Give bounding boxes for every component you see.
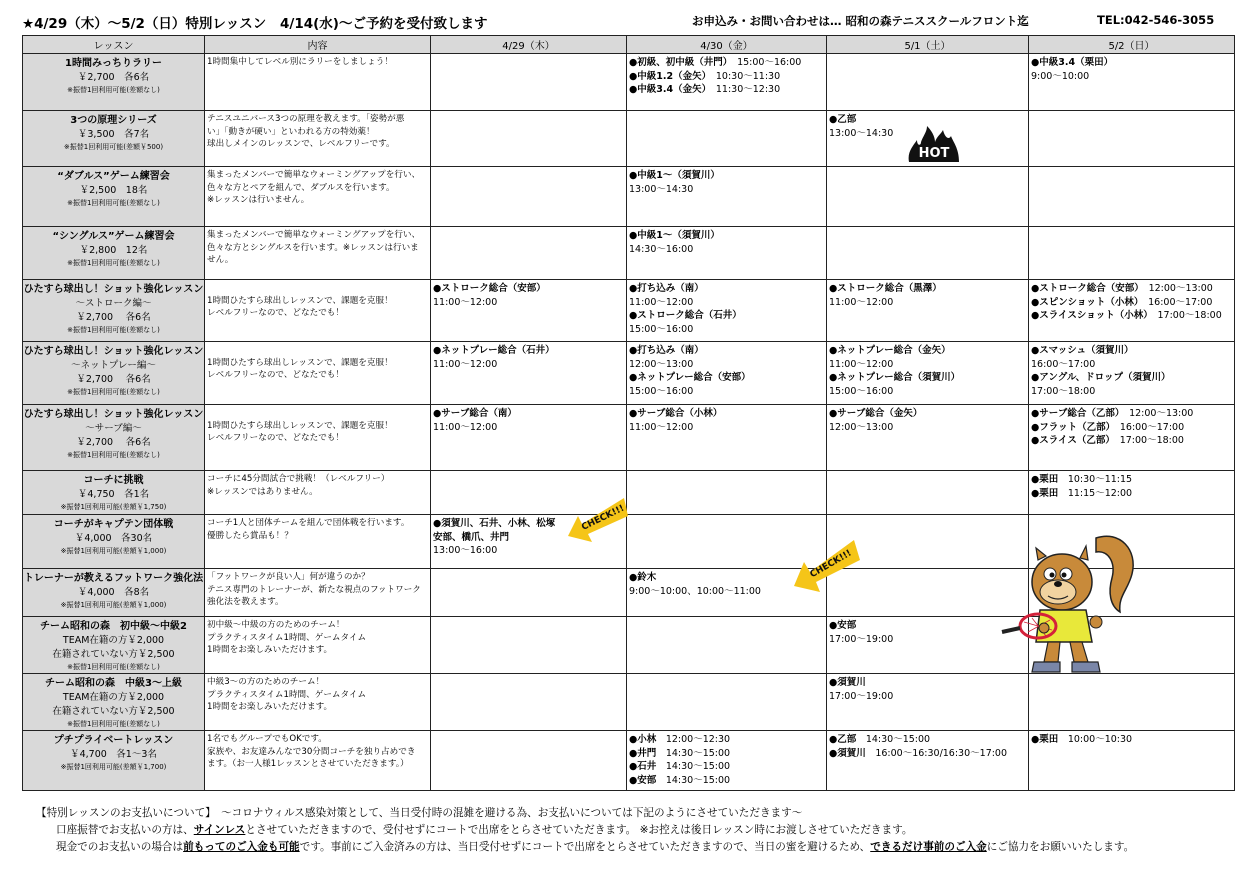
description-line: レベルフリーなので、どなたでも！: [207, 308, 344, 318]
entry-time: 15:00〜16:00: [829, 385, 894, 397]
schedule-entry: [1031, 282, 1232, 296]
entry-time: 15:00〜16:00: [629, 385, 694, 397]
lesson-description-cell: [205, 280, 431, 342]
lesson-transfer-note: ※振替1回利用可能(差額なし): [67, 720, 160, 728]
lesson-detail: TEAM在籍の方￥2,000: [62, 692, 165, 703]
entry-label: ●須賀川: [829, 747, 866, 759]
lesson-transfer-note: ※振替1回利用可能(差額￥1,750): [60, 503, 167, 511]
lesson-cell: [23, 280, 205, 342]
description-line: 1時間ひたすら球出しレッスンで、課題を克服！: [207, 420, 393, 431]
schedule-slot-cell: [827, 342, 1029, 405]
entry-time: 12:00〜13:00: [1129, 408, 1194, 419]
entry-label: ●中級3.4（金矢）: [629, 84, 707, 95]
entry-time: 9:00〜10:00、10:00〜11:00: [629, 585, 761, 597]
entry-time: 11:00〜12:00: [433, 358, 498, 370]
schedule-slot-cell: [1029, 342, 1235, 405]
schedule-slot-cell: [827, 167, 1029, 227]
lesson-transfer-note: ※振替1回利用可能(差額￥1,000): [60, 601, 167, 609]
entry-time: 16:00〜17:00: [1031, 358, 1096, 370]
schedule-slot-cell: [827, 731, 1029, 791]
lesson-detail: TEAM在籍の方￥2,000: [62, 635, 165, 646]
signless-emphasis: サインレス: [193, 824, 246, 836]
description-line: い」「動きが硬い」といわれる方の特効薬！: [207, 126, 375, 137]
schedule-entry: [629, 56, 824, 70]
payment-notice-bank-transfer: 口座振替でお支払いの方は、サインレスとさせていただきますので、受付せずにコートで出席をとらさせていただきます。 ※お控えは後日レッスン時にお渡しさせていただきます。: [56, 824, 913, 836]
check-label: CHECK!!!: [580, 503, 627, 533]
entry-label: ●スライスショット（小林）: [1031, 310, 1148, 321]
lesson-name: “ダブルス”ゲーム練習会: [57, 171, 170, 182]
lesson-transfer-note: ※振替1回利用可能(差額￥500): [63, 143, 164, 151]
payment-notice-cash: 現金でのお支払いの場合は前もってのご入金も可能です。事前にご入金済みの方は、当日受付せずにコートで出席をとらさせていただきますので、当日の蜜を避けるため、できるだけ事前のご入金にご協力をお願いいたします。: [56, 841, 1135, 853]
entry-label: ●小林: [629, 734, 657, 745]
description-line: 1時間集中してレベル別にラリーをしましょう！: [207, 57, 393, 67]
lesson-cell: [23, 569, 205, 617]
lesson-detail: ￥4,000 各30名: [74, 533, 153, 544]
entry-time: 14:30〜15:00: [665, 761, 731, 772]
lesson-detail: ￥4,750 各1名: [77, 489, 150, 500]
entry-label: ●ストローク総合（黒澤）: [829, 283, 942, 294]
advance-payment-request-emphasis: できるだけ事前のご入金: [870, 841, 987, 853]
lesson-detail: 〜ネットプレー編〜: [71, 360, 156, 371]
lesson-cell: [23, 54, 205, 111]
entry-label: ●ストローク総合（安部）: [433, 283, 546, 294]
lesson-cell: [23, 617, 205, 674]
entry-time: 10:30〜11:30: [715, 70, 781, 82]
page-header: [22, 12, 1237, 32]
entry-time: 11:00〜12:00: [629, 421, 694, 433]
entry-label: ●サーブ総合（小林）: [629, 408, 723, 419]
description-line: 初中級〜中級の方のためのチーム！: [207, 620, 345, 630]
schedule-entry: [829, 733, 1026, 747]
description-line: 集まったメンバーで簡単なウォーミングアップを行い、: [207, 170, 421, 180]
lesson-name: チーム昭和の森 初中級〜中級2: [40, 621, 187, 632]
schedule-slot-cell: [827, 280, 1029, 342]
entry-label: ●サーブ総合（乙部）: [1031, 408, 1120, 419]
schedule-entry: [1031, 487, 1232, 501]
entry-time: 12:00〜12:30: [665, 734, 731, 745]
schedule-slot-cell: [431, 54, 627, 111]
entry-time: 17:00〜19:00: [829, 690, 894, 702]
payment-notice-title: 【特別レッスンのお支払いについて】 〜コロナウィルス感染対策として、当日受付時の混雑を避ける為、お支払いについては下記のようにさせていただきます〜: [36, 807, 803, 819]
entry-time: 11:00〜12:00: [829, 296, 894, 308]
lesson-transfer-note: ※振替1回利用可能(差額なし): [67, 326, 160, 334]
entry-time: 14:30〜16:00: [629, 243, 694, 255]
entry-time: 16:00〜17:00: [1119, 421, 1185, 433]
schedule-slot-cell: [431, 569, 627, 617]
check-label: CHECK!!!: [808, 548, 854, 581]
schedule-entry: [629, 760, 824, 774]
entry-label: 安部、橋爪、井門: [433, 531, 510, 543]
entry-time: 11:00〜12:00: [829, 358, 894, 370]
entry-time: 9:00〜10:00: [1031, 70, 1090, 82]
lesson-detail: ￥2,500 18名: [79, 185, 148, 196]
description-line: 集まったメンバーで簡単なウォーミングアップを行い、: [207, 230, 421, 240]
table-row: [23, 280, 1235, 342]
schedule-slot-cell: [431, 111, 627, 167]
lesson-name: 3つの原理シリーズ: [70, 115, 157, 126]
description-line: ※レッスンではありません。: [207, 486, 318, 497]
lesson-description-cell: [205, 111, 431, 167]
entry-time: 11:00〜12:00: [433, 421, 498, 433]
schedule-slot-cell: [431, 167, 627, 227]
entry-label: ●須賀川、石井、小林、松塚: [433, 518, 556, 529]
entry-label: ●打ち込み（南）: [629, 345, 704, 356]
schedule-slot-cell: [627, 342, 827, 405]
description-line: コーチに45分間試合で挑戦！（レベルフリー）: [207, 474, 390, 484]
lesson-name: プチプライベートレッスン: [53, 735, 174, 746]
description-line: せん。: [207, 255, 234, 265]
reservation-notice: 4/14(水)〜ご予約を受付致します: [280, 16, 488, 32]
entry-time: 13:00〜14:30: [629, 183, 694, 195]
column-header: 4/30（金）: [627, 36, 827, 54]
entry-label: ●石井: [629, 761, 657, 772]
entry-label: ●安部: [629, 774, 657, 786]
entry-label: ●中級1.2（金矢）: [629, 70, 707, 82]
schedule-entry: [1031, 473, 1232, 487]
lesson-description-cell: [205, 731, 431, 791]
description-line: テニスユニバース3つの原理を教えます。「姿勢が悪: [207, 114, 405, 124]
lesson-cell: [23, 674, 205, 731]
schedule-entry: [1031, 309, 1232, 323]
lesson-description-cell: [205, 674, 431, 731]
lesson-transfer-note: ※振替1回利用可能(差額なし): [67, 663, 160, 671]
lesson-transfer-note: ※振替1回利用可能(差額なし): [67, 259, 160, 267]
entry-label: ●ストローク総合（安部）: [1031, 283, 1140, 294]
schedule-slot-cell: [627, 227, 827, 280]
entry-label: ●ネットプレー総合（石井）: [433, 345, 555, 356]
entry-time: 10:00〜10:30: [1067, 734, 1133, 745]
lesson-cell: [23, 111, 205, 167]
description-line: 1時間ひたすら球出しレッスンで、課題を克服！: [207, 357, 393, 368]
schedule-slot-cell: [1029, 280, 1235, 342]
entry-time: 12:00〜13:00: [829, 421, 894, 433]
column-header: レッスン: [23, 36, 205, 54]
schedule-slot-cell: [1029, 674, 1235, 731]
schedule-entry: [1031, 421, 1232, 435]
lesson-detail: 〜サーブ編〜: [85, 423, 142, 434]
entry-time: 10:30〜11:15: [1067, 474, 1133, 485]
lesson-detail: 〜ストローク編〜: [75, 298, 152, 309]
event-title: ★4/29（木）〜5/2（日）特別レッスン: [22, 16, 267, 32]
lesson-name: “シングルス”ゲーム練習会: [52, 231, 175, 242]
entry-label: ●サーブ総合（南）: [433, 408, 517, 419]
contact-info: お申込み・お問い合わせは… 昭和の森テニススクールフロント迄: [692, 14, 1029, 28]
schedule-slot-cell: [627, 111, 827, 167]
entry-label: ●初級、初中級（井門）: [629, 57, 728, 68]
entry-label: ●須賀川: [829, 677, 866, 688]
lesson-detail: 在籍されていない方￥2,500: [52, 706, 175, 717]
description-line: ます。（お一人様1レッスンとさせていただきます。）: [207, 759, 409, 769]
lesson-detail: ￥2,700 各6名: [76, 437, 151, 448]
description-line: [207, 344, 428, 357]
description-line: 1名でもグループでもOKです。: [207, 734, 327, 744]
entry-time: 11:00〜12:00: [629, 296, 694, 308]
schedule-slot-cell: [1029, 731, 1235, 791]
description-line: レベルフリーなので、どなたでも！: [207, 433, 344, 443]
table-row: [23, 405, 1235, 471]
schedule-slot-cell: [627, 280, 827, 342]
entry-time: 12:00〜13:00: [1148, 283, 1213, 294]
description-line: 色々な方とペアを組んで、ダブルスを行います。: [207, 182, 395, 193]
entry-label: ●鈴木: [629, 572, 657, 583]
schedule-slot-cell: [431, 617, 627, 674]
lesson-detail: ￥3,500 各7名: [77, 129, 150, 140]
lesson-description-cell: [205, 471, 431, 515]
entry-time: 11:30〜12:30: [715, 84, 781, 95]
schedule-slot-cell: [431, 674, 627, 731]
schedule-entry: [629, 70, 824, 84]
schedule-slot-cell: [431, 731, 627, 791]
lesson-description-cell: [205, 342, 431, 405]
description-line: プラクティスタイム1時間、ゲームタイム: [207, 632, 367, 643]
lesson-transfer-note: ※振替1回利用可能(差額なし): [67, 388, 160, 396]
table-row: [23, 342, 1235, 405]
entry-label: ●乙部: [829, 114, 857, 125]
schedule-slot-cell: [827, 405, 1029, 471]
schedule-slot-cell: [627, 731, 827, 791]
lesson-name: ひたすら球出し！ショット強化レッスン: [23, 284, 204, 295]
schedule-slot-cell: [627, 405, 827, 471]
lesson-name: ひたすら球出し！ショット強化レッスン: [23, 409, 204, 420]
entry-label: ●ネットプレー総合（金矢）: [829, 345, 951, 356]
table-row: [23, 674, 1235, 731]
schedule-slot-cell: [627, 54, 827, 111]
entry-label: ●アングル、ドロップ（須賀川）: [1031, 372, 1171, 383]
entry-label: ●井門: [629, 747, 657, 759]
entry-label: ●打ち込み（南）: [629, 283, 704, 294]
entry-time: 13:00〜14:30: [829, 127, 894, 139]
lesson-transfer-note: ※振替1回利用可能(差額なし): [67, 199, 160, 207]
lesson-transfer-note: ※振替1回利用可能(差額なし): [67, 451, 160, 459]
schedule-slot-cell: [827, 54, 1029, 111]
entry-label: ●栗田: [1031, 734, 1059, 745]
entry-label: ●スライス（乙部）: [1031, 435, 1111, 446]
description-line: 「フットワークが良い人」何が違うのか？: [207, 572, 370, 582]
schedule-entry: [629, 733, 824, 747]
column-header: 内容: [205, 36, 431, 54]
description-line: 中級3〜の方のためのチーム！: [207, 677, 325, 687]
schedule-entry: [1031, 434, 1232, 448]
entry-label: ●栗田: [1031, 487, 1059, 499]
entry-label: ●中級1〜（須賀川）: [629, 230, 720, 241]
column-header: 5/2（日）: [1029, 36, 1235, 54]
entry-label: ●フラット（乙部）: [1031, 421, 1111, 433]
squirrel-tennis-mascot-icon: [1000, 530, 1140, 682]
schedule-slot-cell: [431, 227, 627, 280]
description-line: ※レッスンは行いません。: [207, 195, 310, 205]
entry-time: 17:00〜18:00: [1119, 435, 1184, 446]
lesson-detail: ￥2,700 各6名: [76, 312, 151, 323]
schedule-slot-cell: [1029, 471, 1235, 515]
schedule-entry: [629, 774, 824, 788]
table-row: [23, 111, 1235, 167]
entry-time: 16:00〜16:30/16:30〜17:00: [875, 747, 1008, 759]
schedule-slot-cell: [1029, 167, 1235, 227]
lesson-name: コーチに挑戦: [83, 475, 144, 486]
description-line: 1時間をお楽しみいただけます。: [207, 702, 333, 712]
schedule-slot-cell: [1029, 227, 1235, 280]
description-line: 色々な方とシングルスを行います。※レッスンは行いま: [207, 242, 419, 253]
entry-label: ●ネットプレー総合（須賀川）: [829, 372, 961, 383]
lesson-cell: [23, 731, 205, 791]
entry-label: ●安部: [829, 620, 857, 631]
lesson-cell: [23, 342, 205, 405]
description-line: 優勝したら賞品も！？: [207, 530, 293, 541]
hot-flame-icon: [905, 126, 963, 164]
schedule-slot-cell: [827, 471, 1029, 515]
schedule-slot-cell: [1029, 405, 1235, 471]
table-row: [23, 227, 1235, 280]
lesson-description-cell: [205, 405, 431, 471]
lesson-name: ひたすら球出し！ショット強化レッスン: [23, 346, 204, 357]
entry-label: ●中級3.4（栗田）: [1031, 57, 1114, 68]
entry-time: 14:30〜15:00: [665, 774, 731, 786]
lesson-detail: 在籍されていない方￥2,500: [52, 649, 175, 660]
lesson-name: 1時間みっちりラリー: [65, 58, 162, 69]
entry-label: ●ストローク総合（石井）: [629, 310, 742, 321]
description-line: 強化法を教えます。: [207, 597, 284, 607]
lesson-description-cell: [205, 515, 431, 569]
entry-time: 15:00〜16:00: [737, 57, 802, 68]
advance-payment-emphasis: 前もってのご入金も可能: [183, 841, 300, 853]
description-line: プラクティスタイム1時間、ゲームタイム: [207, 689, 367, 700]
column-header: 5/1（土）: [827, 36, 1029, 54]
entry-time: 17:00〜18:00: [1157, 310, 1222, 321]
lesson-detail: ￥2,700 各6名: [77, 72, 150, 83]
payment-notice: [36, 805, 1236, 856]
entry-label: ●スマッシュ（須賀川）: [1031, 345, 1134, 356]
entry-time: 14:30〜15:00: [665, 747, 731, 759]
check-arrow-icon: [566, 496, 630, 544]
schedule-entry: [1031, 296, 1232, 310]
schedule-slot-cell: [431, 342, 627, 405]
lesson-detail: ￥4,700 各1〜3名: [70, 749, 157, 760]
schedule-entry: [1031, 733, 1232, 747]
description-line: [207, 407, 428, 420]
schedule-slot-cell: [627, 674, 827, 731]
lesson-description-cell: [205, 617, 431, 674]
description-line: 球出しメインのレッスンで、レベルフリーです。: [207, 139, 395, 149]
schedule-slot-cell: [827, 227, 1029, 280]
lesson-name: チーム昭和の森 中級3〜上級: [45, 678, 182, 689]
lesson-description-cell: [205, 569, 431, 617]
lesson-transfer-note: ※振替1回利用可能(差額なし): [67, 86, 160, 94]
schedule-entry: [629, 747, 824, 761]
lesson-cell: [23, 227, 205, 280]
schedule-slot-cell: [827, 674, 1029, 731]
description-line: コーチ1人と団体チームを組んで団体戦を行います。: [207, 518, 410, 528]
description-line: レベルフリーなので、どなたでも！: [207, 370, 344, 380]
entry-time: 17:00〜19:00: [829, 633, 894, 645]
lesson-detail: ￥2,800 12名: [79, 245, 148, 256]
table-row: [23, 731, 1235, 791]
lesson-name: トレーナーが教えるフットワーク強化法: [23, 573, 204, 584]
description-line: 1時間をお楽しみいただけます。: [207, 645, 333, 655]
schedule-entry: [629, 83, 824, 97]
table-row: [23, 54, 1235, 111]
check-arrow-icon: [792, 538, 862, 594]
schedule-slot-cell: [627, 471, 827, 515]
description-line: [207, 282, 428, 295]
lesson-description-cell: [205, 167, 431, 227]
entry-time: 13:00〜16:00: [433, 545, 498, 556]
entry-time: 11:15〜12:00: [1067, 487, 1133, 499]
lesson-cell: [23, 167, 205, 227]
entry-time: 17:00〜18:00: [1031, 385, 1096, 397]
phone-number: TEL:042-546-3055: [1097, 13, 1215, 27]
table-row: [23, 167, 1235, 227]
lesson-cell: [23, 405, 205, 471]
description-line: 家族や、お友達みんなで30分間コーチを独り占めでき: [207, 746, 416, 757]
lesson-name: コーチがキャプテン団体戦: [53, 519, 174, 530]
entry-label: ●中級1〜（須賀川）: [629, 170, 720, 181]
lesson-description-cell: [205, 54, 431, 111]
lesson-cell: [23, 515, 205, 569]
table-header-row: [23, 36, 1235, 54]
entry-label: ●乙部: [829, 734, 857, 745]
entry-time: 14:30〜15:00: [865, 734, 931, 745]
schedule-slot-cell: [431, 280, 627, 342]
lesson-detail: ￥4,000 各8名: [77, 587, 150, 598]
entry-label: ●栗田: [1031, 474, 1059, 485]
schedule-slot-cell: [627, 167, 827, 227]
entry-label: ●サーブ総合（金矢）: [829, 408, 923, 419]
entry-label: ●スピンショット（小林）: [1031, 296, 1139, 308]
hot-label: HOT: [918, 146, 950, 161]
schedule-entry: [829, 747, 1026, 761]
entry-time: 12:00〜13:00: [629, 358, 694, 370]
entry-label: ●ネットプレー総合（安部）: [629, 372, 751, 383]
lesson-cell: [23, 471, 205, 515]
schedule-slot-cell: [1029, 111, 1235, 167]
entry-time: 15:00〜16:00: [629, 323, 694, 335]
schedule-slot-cell: [627, 617, 827, 674]
lesson-transfer-note: ※振替1回利用可能(差額￥1,700): [60, 763, 167, 771]
schedule-slot-cell: [827, 617, 1029, 674]
description-line: テニス専門のトレーナーが、新たな視点のフットワーク: [207, 584, 421, 595]
entry-time: 11:00〜12:00: [433, 296, 498, 308]
lesson-transfer-note: ※振替1回利用可能(差額￥1,000): [60, 547, 167, 555]
schedule-slot-cell: [1029, 54, 1235, 111]
lesson-description-cell: [205, 227, 431, 280]
entry-time: 16:00〜17:00: [1148, 296, 1213, 308]
schedule-slot-cell: [431, 405, 627, 471]
description-line: 1時間ひたすら球出しレッスンで、課題を克服！: [207, 295, 393, 306]
lesson-detail: ￥2,700 各6名: [76, 374, 151, 385]
column-header: 4/29（木）: [431, 36, 627, 54]
schedule-entry: [1031, 407, 1232, 421]
